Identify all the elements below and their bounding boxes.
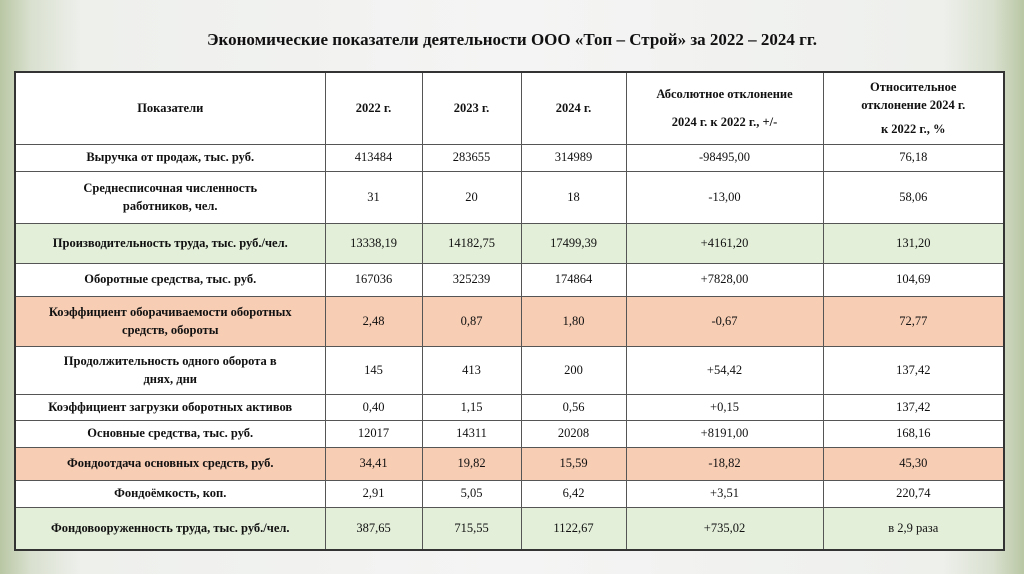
cell-2024: 314989 [521, 144, 626, 171]
cell-2022: 2,91 [325, 480, 422, 507]
cell-2023: 14182,75 [422, 223, 521, 263]
cell-2023: 14311 [422, 420, 521, 447]
table-row [15, 346, 1004, 394]
header-abs-line2: 2024 г. к 2022 г., +/- [671, 115, 778, 130]
row-label: Фондоотдача основных средств, руб. [15, 447, 325, 480]
cell-2024: 1,80 [521, 296, 626, 346]
header-absolute-deviation [626, 72, 823, 144]
cell-2023: 413 [422, 346, 521, 394]
cell-2022: 0,40 [325, 394, 422, 420]
cell-relative: 220,74 [823, 480, 1004, 507]
cell-relative: в 2,9 раза [823, 507, 1004, 550]
table-header-row [15, 72, 1004, 144]
table-row [15, 171, 1004, 223]
header-rel-line3: к 2022 г., % [880, 122, 946, 137]
cell-absolute: -98495,00 [626, 144, 823, 171]
row-label: Производительность труда, тыс. руб./чел. [15, 223, 325, 263]
row-label: Коэффициент загрузки оборотных активов [15, 394, 325, 420]
cell-relative: 137,42 [823, 346, 1004, 394]
row-label [15, 296, 325, 346]
cell-absolute: +0,15 [626, 394, 823, 420]
cell-2023: 5,05 [422, 480, 521, 507]
row-label: Основные средства, тыс. руб. [15, 420, 325, 447]
cell-absolute: -0,67 [626, 296, 823, 346]
cell-2023: 325239 [422, 263, 521, 296]
row-label-line1: Продолжительность одного оборота в [63, 353, 277, 368]
row-label [15, 171, 325, 223]
cell-relative: 76,18 [823, 144, 1004, 171]
cell-relative: 58,06 [823, 171, 1004, 223]
cell-2023: 1,15 [422, 394, 521, 420]
cell-absolute: +3,51 [626, 480, 823, 507]
cell-2024: 0,56 [521, 394, 626, 420]
row-label-line2: днях, дни [143, 372, 197, 386]
cell-2024: 20208 [521, 420, 626, 447]
header-rel-line2: отклонение 2024 г. [861, 98, 966, 113]
table-row [15, 144, 1004, 171]
table-row [15, 296, 1004, 346]
cell-absolute: -18,82 [626, 447, 823, 480]
cell-2024: 17499,39 [521, 223, 626, 263]
indicators-table [14, 71, 1005, 551]
cell-2022: 145 [325, 346, 422, 394]
cell-relative: 72,77 [823, 296, 1004, 346]
cell-absolute: +735,02 [626, 507, 823, 550]
cell-relative: 131,20 [823, 223, 1004, 263]
header-2024: 2024 г. [521, 72, 626, 144]
header-2022: 2022 г. [325, 72, 422, 144]
row-label-line1: Среднесписочная численность [83, 180, 258, 195]
table-row [15, 480, 1004, 507]
cell-2023: 19,82 [422, 447, 521, 480]
table-row [15, 263, 1004, 296]
cell-2024: 174864 [521, 263, 626, 296]
cell-absolute: +4161,20 [626, 223, 823, 263]
row-label: Фондовооруженность труда, тыс. руб./чел. [15, 507, 325, 550]
row-label: Фондоёмкость, коп. [15, 480, 325, 507]
cell-absolute: +7828,00 [626, 263, 823, 296]
cell-2022: 13338,19 [325, 223, 422, 263]
cell-2024: 18 [521, 171, 626, 223]
cell-2022: 387,65 [325, 507, 422, 550]
cell-2023: 715,55 [422, 507, 521, 550]
cell-2022: 413484 [325, 144, 422, 171]
header-relative-deviation [823, 72, 1004, 144]
cell-2023: 0,87 [422, 296, 521, 346]
table-row [15, 420, 1004, 447]
cell-2024: 200 [521, 346, 626, 394]
cell-2023: 283655 [422, 144, 521, 171]
cell-2024: 6,42 [521, 480, 626, 507]
cell-absolute: +54,42 [626, 346, 823, 394]
cell-2022: 34,41 [325, 447, 422, 480]
row-label-line1: Коэффициент оборачиваемости оборотных [48, 304, 292, 319]
cell-2022: 2,48 [325, 296, 422, 346]
cell-relative: 168,16 [823, 420, 1004, 447]
table-row [15, 507, 1004, 550]
table-row [15, 223, 1004, 263]
header-indicator: Показатели [15, 72, 325, 144]
row-label-line2: работников, чел. [122, 199, 218, 213]
header-rel-line1: Относительное [870, 80, 957, 95]
slide-title: Экономические показатели деятельности ООО «Топ – Строй» за 2022 – 2024 гг. [207, 30, 817, 49]
row-label: Выручка от продаж, тыс. руб. [15, 144, 325, 171]
cell-relative: 45,30 [823, 447, 1004, 480]
cell-2023: 20 [422, 171, 521, 223]
table-row [15, 394, 1004, 420]
table-row [15, 447, 1004, 480]
cell-2022: 12017 [325, 420, 422, 447]
cell-2022: 31 [325, 171, 422, 223]
cell-relative: 104,69 [823, 263, 1004, 296]
cell-absolute: -13,00 [626, 171, 823, 223]
row-label [15, 346, 325, 394]
row-label-line2: средств, обороты [122, 323, 219, 337]
cell-2022: 167036 [325, 263, 422, 296]
header-abs-line1: Абсолютное отклонение [656, 87, 793, 102]
row-label: Оборотные средства, тыс. руб. [15, 263, 325, 296]
cell-absolute: +8191,00 [626, 420, 823, 447]
cell-2024: 15,59 [521, 447, 626, 480]
cell-relative: 137,42 [823, 394, 1004, 420]
cell-2024: 1122,67 [521, 507, 626, 550]
header-2023: 2023 г. [422, 72, 521, 144]
